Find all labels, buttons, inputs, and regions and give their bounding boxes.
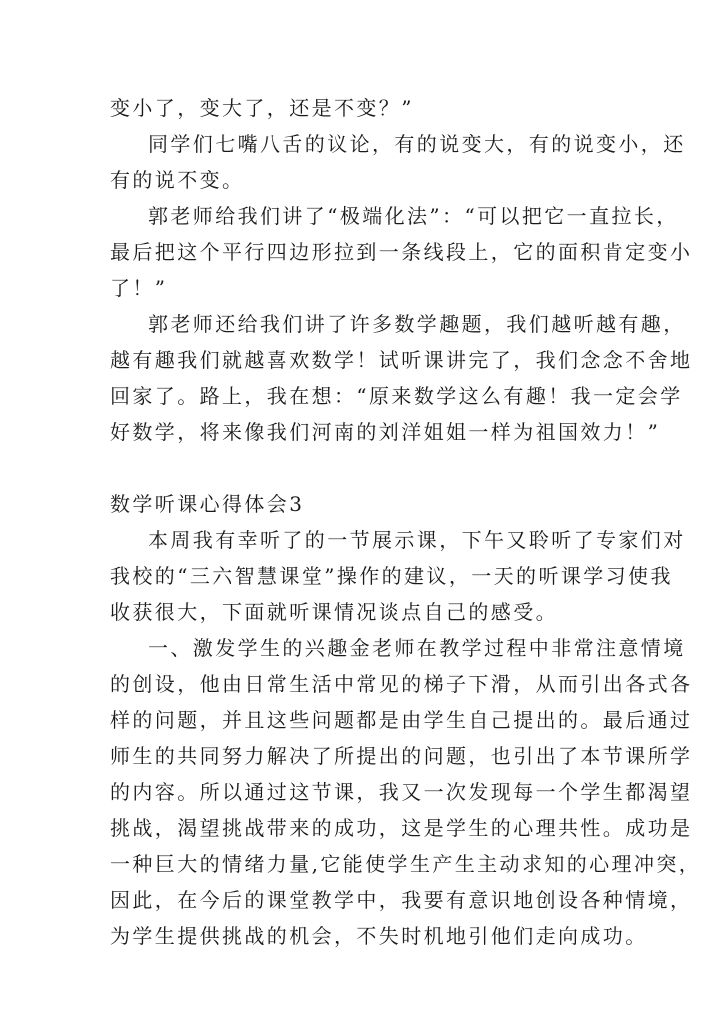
text-line: 本周我有幸听了的一节展示课，下午又聆听了专家们对 xyxy=(148,528,686,552)
text-line: 一种巨大的情绪力量,它能使学生产生主动求知的心理冲突， xyxy=(110,852,702,876)
text-line: 我校的“三六智慧课堂”操作的建议，一天的听课学习使我 xyxy=(110,564,673,588)
text-line: 因此，在今后的课堂教学中，我要有意识地创设各种情境， xyxy=(110,888,693,912)
text-line: 郭老师给我们讲了“极端化法”：“可以把它一直拉长， xyxy=(148,204,679,228)
text-line: 为学生提供挑战的机会，不失时机地引他们走向成功。 xyxy=(110,924,648,948)
text-line: 最后把这个平行四边形拉到一条线段上，它的面积肯定变小 xyxy=(110,240,693,264)
text-line: 样的问题，并且这些问题都是由学生自己提出的。最后通过 xyxy=(110,708,693,732)
section-heading: 数学听课心得体会3 xyxy=(110,492,305,516)
text-line: 有的说不变。 xyxy=(110,168,245,192)
text-line: 的创设，他由日常生活中常见的梯子下滑，从而引出各式各 xyxy=(110,672,693,696)
text-line: 的内容。所以通过这节课，我又一次发现每一个学生都渴望 xyxy=(110,780,693,804)
text-line: 好数学，将来像我们河南的刘洋姐姐一样为祖国效力！” xyxy=(110,420,661,444)
text-line: 师生的共同努力解决了所提出的问题，也引出了本节课所学 xyxy=(110,744,693,768)
text-line: 收获很大，下面就听课情况谈点自己的感受。 xyxy=(110,600,558,624)
text-line: 一、激发学生的兴趣金老师在教学过程中非常注意情境 xyxy=(148,636,686,660)
text-line: 同学们七嘴八舌的议论，有的说变大，有的说变小，还 xyxy=(148,132,686,156)
text-line: 郭老师还给我们讲了许多数学趣题，我们越听越有趣， xyxy=(148,312,686,336)
text-line: 挑战，渴望挑战带来的成功，这是学生的心理共性。成功是 xyxy=(110,816,693,840)
text-line: 了！” xyxy=(110,276,168,300)
text-line: 变小了，变大了，还是不变？” xyxy=(110,96,414,120)
text-line: 回家了。路上，我在想：“原来数学这么有趣！我一定会学 xyxy=(110,384,683,408)
text-line: 越有趣我们就越喜欢数学！试听课讲完了，我们念念不舍地 xyxy=(110,348,693,372)
